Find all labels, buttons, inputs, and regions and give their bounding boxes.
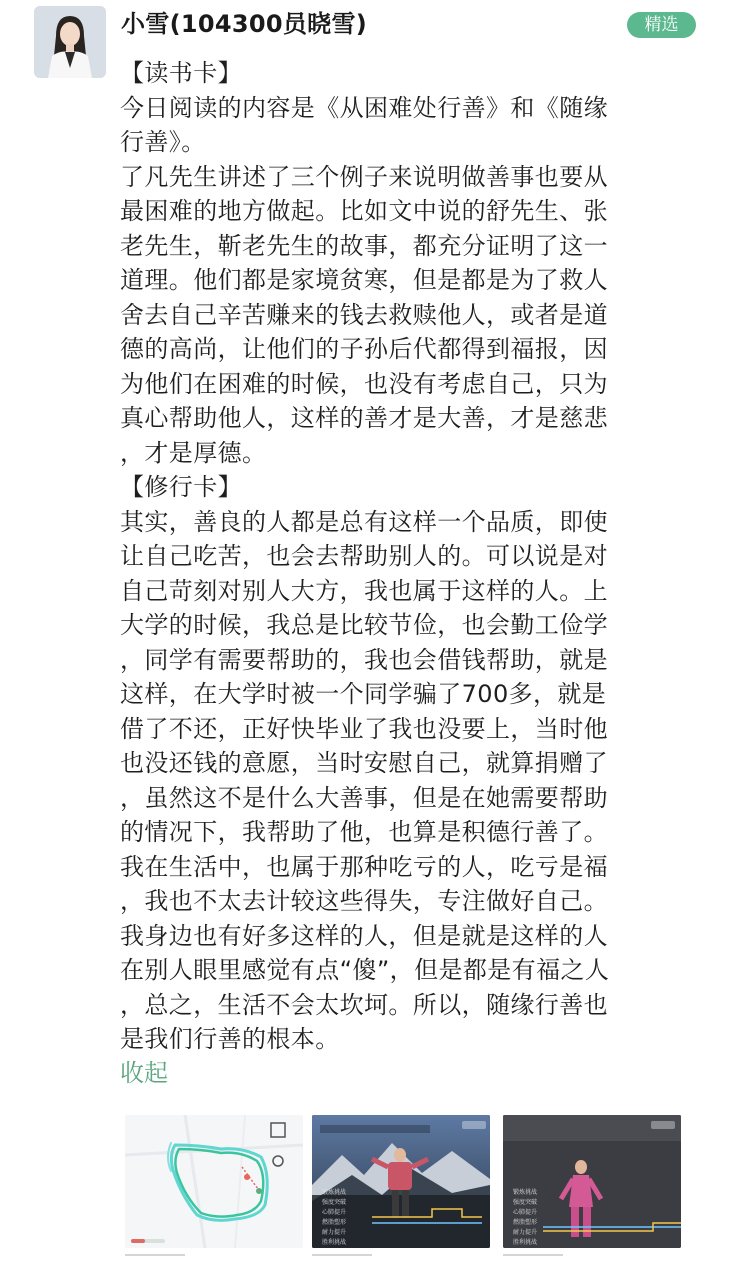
svg-text:心肺提升: 心肺提升 <box>322 1209 347 1216</box>
thumbnail-caption <box>125 1254 185 1261</box>
post-text-line: 道理。他们都是家境贫寒，但是都是为了救人 <box>120 266 608 294</box>
post-text-line: 其实，善良的人都是总有这样一个品质，即使 <box>120 507 608 536</box>
svg-text:燃脂塑形: 燃脂塑形 <box>322 1219 347 1226</box>
svg-text:锻炼挑战: 锻炼挑战 <box>513 1189 538 1196</box>
post-text-line: 今日阅读的内容是《从困难处行善》和《随缘 <box>120 93 608 122</box>
post-text-line: 在别人眼里感觉有点“傻”，但是都是有福之人 <box>120 956 610 984</box>
svg-text:锻炼挑战: 锻炼挑战 <box>322 1189 347 1196</box>
svg-text:燃脂塑形: 燃脂塑形 <box>513 1219 538 1226</box>
post-text-line: 老先生，靳老先生的故事，都充分证明了这一 <box>120 231 608 260</box>
post-text-line: ，同学有需要帮助的，我也会借钱帮助，就是 <box>120 645 608 674</box>
video-thumbnail-2[interactable] <box>503 1115 681 1248</box>
post-text-line: 舍去自己辛苦赚来的钱去救赎他人，或者是道 <box>120 300 608 329</box>
post-text-line: 我身边也有好多这样的人，但是就是这样的人 <box>120 921 608 950</box>
post-text-line: 借了不还，正好快毕业了我也没要上，当时他 <box>120 714 608 743</box>
svg-text:心肺提升: 心肺提升 <box>513 1209 538 1216</box>
svg-text:强度突破: 强度突破 <box>322 1199 347 1206</box>
post-text-line: ，才是厚德。 <box>120 438 267 467</box>
post-text-line: 自己苛刻对别人大方，我也属于这样的人。上 <box>120 576 608 605</box>
post-text-line: 为他们在困难的时候，也没有考虑自己，只为 <box>120 369 608 398</box>
post-content <box>120 56 688 1057</box>
post-text-line: 也没还钱的意愿，当时安慰自己，就算捐赠了 <box>120 749 608 777</box>
thumbnail-caption <box>312 1254 372 1261</box>
post-text-line: 的情况下，我帮助了他，也算是积德行善了。 <box>120 818 608 846</box>
post-text-line: ，虽然这不是什么大善事，但是在她需要帮助 <box>120 783 608 812</box>
post-text-line: 【修行卡】 <box>120 473 242 501</box>
svg-text:耐力提升: 耐力提升 <box>513 1229 538 1236</box>
post-text-line: 【读书卡】 <box>120 59 242 87</box>
route-map-thumbnail[interactable] <box>125 1115 303 1248</box>
post-text-line: 德的高尚，让他们的子孙后代都得到福报，因 <box>120 335 608 363</box>
svg-text:胜利挑战: 胜利挑战 <box>322 1239 347 1246</box>
svg-text:强度突破: 强度突破 <box>513 1199 538 1206</box>
post-text-line: ，总之，生活不会太坎坷。所以，随缘行善也 <box>120 990 608 1019</box>
svg-text:胜利挑战: 胜利挑战 <box>513 1239 538 1246</box>
post-text-line: 最困难的地方做起。比如文中说的舒先生、张 <box>120 197 608 225</box>
avatar[interactable] <box>34 6 106 78</box>
post-text-line: 我在生活中，也属于那种吃亏的人，吃亏是福 <box>120 852 608 881</box>
post-text-line: 行善》。 <box>120 128 206 156</box>
post-text-line: 是我们行善的根本。 <box>120 1025 340 1053</box>
featured-badge: 精选 <box>627 12 696 38</box>
svg-text:耐力提升: 耐力提升 <box>322 1229 347 1236</box>
post-text-line: 这样，在大学时被一个同学骗了700多，就是 <box>120 680 607 708</box>
post-text-line: ，我也不太去计较这些得失，专注做好自己。 <box>120 887 608 915</box>
collapse-link[interactable]: 收起 <box>120 1059 168 1087</box>
thumbnail-caption <box>503 1254 563 1261</box>
author-name[interactable]: 小雪(104300员晓雪) <box>121 10 368 38</box>
post-text-line: 让自己吃苦，也会去帮助别人的。可以说是对 <box>120 542 608 570</box>
post-text-line: 了凡先生讲述了三个例子来说明做善事也要从 <box>120 162 608 191</box>
video-thumbnail-1[interactable] <box>312 1115 490 1248</box>
post-text-line: 大学的时候，我总是比较节俭，也会勤工俭学 <box>120 611 608 639</box>
post-text-line: 真心帮助他人，这样的善才是大善，才是慈悲 <box>120 404 608 432</box>
